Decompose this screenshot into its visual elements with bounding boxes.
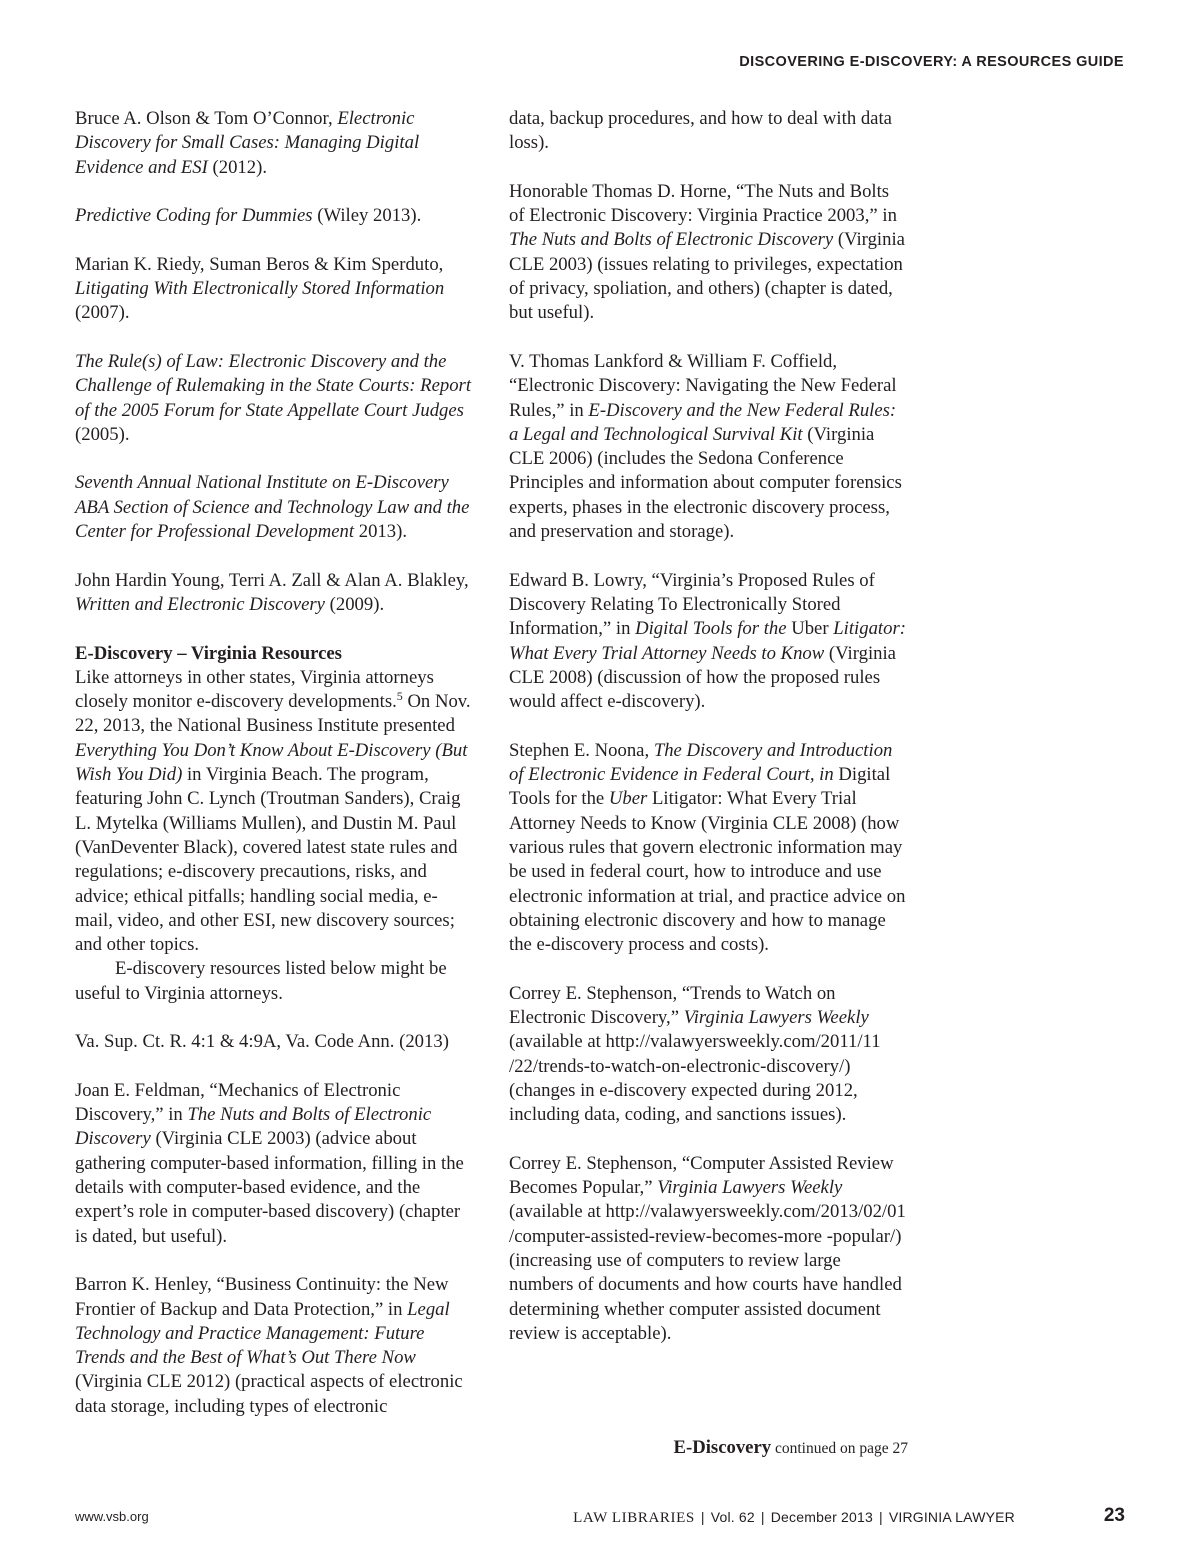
bibliography-entry: Bruce A. Olson & Tom O’Connor, Electronic Discovery for Small Cases: Managing Digital Evidence and ESI (2012). <box>75 108 420 178</box>
continued-note: E-Discovery continued on page 27 <box>673 1437 908 1458</box>
bibliography-entry: Seventh Annual National Institute on E-Discovery ABA Section of Science and Technology Law and the Center for Professional Development 2013). <box>75 472 470 543</box>
website-url: www.vsb.org <box>75 1509 149 1524</box>
section-heading: E-Discovery – Virginia Resources <box>75 642 342 664</box>
section-paragraph: E-discovery resources listed below might be useful to Virginia attorneys. <box>75 958 447 1004</box>
bibliography-entry: Correy E. Stephenson, “Trends to Watch on Electronic Discovery,” Virginia Lawyers Weekly (available at http://valawyersweekly.com/2011/11 /22/trends-to-watch-on-electronic-discovery/) (changes in e-discovery expected during 2012, including data, coding, and sanctions issues). <box>509 982 881 1126</box>
bibliography-entry: Correy E. Stephenson, “Computer Assisted Review Becomes Popular,” Virginia Lawyers Weekly (available at http://valawyersweekly.com/2013/02/01 /computer-assisted-review-becomes-more -popular/) (increasing use of computers to review large numbers of documents and how courts have handled determining whether computer assisted document review is acceptable). <box>509 1152 906 1344</box>
footer-volume: Vol. 62 <box>710 1509 755 1525</box>
footnote-marker: 5 <box>396 688 403 703</box>
bibliography-entry: data, backup procedures, and how to deal with data loss). <box>509 108 892 154</box>
footer-separator: | <box>760 1509 765 1525</box>
bibliography-entry: Marian K. Riedy, Suman Beros & Kim Sperduto, Litigating With Electronically Stored Information (2007). <box>75 253 445 324</box>
footer-meta <box>573 1509 1015 1527</box>
bibliography-entry: Predictive Coding for Dummies (Wiley 2013). <box>75 205 422 227</box>
footer-separator: | <box>700 1509 705 1525</box>
footer-date: December 2013 <box>770 1509 873 1525</box>
section-paragraph: Like attorneys in other states, Virginia attorneys closely monitor e-discovery developments.$^5$ On Nov. 22, 2013, the National Business Institute presented Everything You Don’t Know About E-Discovery (But Wish You Did) in Virginia Beach. The program, featuring John C. Lynch (Troutman Sanders), Craig L. Mytelka (Williams Mullen), and Dustin M. Paul (VanDeventer Black), covered latest state rules and regulations; e-discovery precautions, risks, and advice; ethical pitfalls; handling social media, e-mail, video, and other ESI, new discovery sources; and other topics. <box>75 666 471 956</box>
bibliography-entry: John Hardin Young, Terri A. Zall & Alan A. Blakley, Written and Electronic Discovery (2009). <box>75 569 469 615</box>
left-column <box>75 107 475 1419</box>
page-number: 23 <box>1103 1505 1125 1526</box>
right-column <box>509 107 909 1346</box>
bibliography-entry: Joan E. Feldman, “Mechanics of Electronic Discovery,” in The Nuts and Bolts of Electronic Discovery (Virginia CLE 2003) (advice about gathering computer-based information, filling in the details with computer-based evidence, and the expert’s role in computer-based discovery) (chapter is dated, but useful). <box>75 1079 464 1247</box>
running-header: DISCOVERING E-DISCOVERY: A RESOURCES GUIDE <box>739 54 1124 70</box>
footer-section: LAW LIBRARIES <box>573 1510 695 1526</box>
bibliography-entry: Barron K. Henley, “Business Continuity: the New Frontier of Backup and Data Protection,” in Legal Technology and Practice Management: Future Trends and the Best of What’s Out There Now (Virginia CLE 2012) (practical aspects of electronic data storage, including types of electronic <box>75 1274 463 1417</box>
footer-publication: VIRGINIA LAWYER <box>888 1509 1015 1525</box>
bibliography-entry: Edward B. Lowry, “Virginia’s Proposed Rules of Discovery Relating To Electronically Stored Information,” in Digital Tools for the Uber Litigator: What Every Trial Attorney Needs to Know (Virginia CLE 2008) (discussion of how the proposed rules would affect e-discovery). <box>509 569 906 713</box>
bibliography-entry: V. Thomas Lankford & William F. Coffield, “Electronic Discovery: Navigating the New Federal Rules,” in E-Discovery and the New Federal Rules: a Legal and Technological Survival Kit (Virginia CLE 2006) (includes the Sedona Conference Principles and information about computer forensics experts, phases in the electronic discovery process, and preservation and storage). <box>509 350 902 543</box>
bibliography-entry: Honorable Thomas D. Horne, “The Nuts and Bolts of Electronic Discovery: Virginia Practice 2003,” in The Nuts and Bolts of Electronic Discovery (Virginia CLE 2003) (issues relating to privileges, expectation of privacy, spoliation, and others) (chapter is dated, but useful). <box>509 180 905 324</box>
page-footer <box>75 1501 1125 1531</box>
bibliography-entry: Va. Sup. Ct. R. 4:1 & 4:9A, Va. Code Ann. (2013) <box>75 1031 449 1053</box>
bibliography-entry: The Rule(s) of Law: Electronic Discovery and the Challenge of Rulemaking in the State Courts: Report of the 2005 Forum for State Appellate Court Judges (2005). <box>75 350 472 445</box>
bibliography-entry: Stephen E. Noona, The Discovery and Introduction of Electronic Evidence in Federal Court, in Digital Tools for the Uber Litigator: What Every Trial Attorney Needs to Know (Virginia CLE 2008) (how various rules that govern electronic information may be used in federal court, how to introduce and use electronic information at trial, and practice advice on obtaining electronic discovery and how to manage the e-discovery process and costs). <box>509 739 906 956</box>
footer-separator: | <box>878 1509 883 1525</box>
